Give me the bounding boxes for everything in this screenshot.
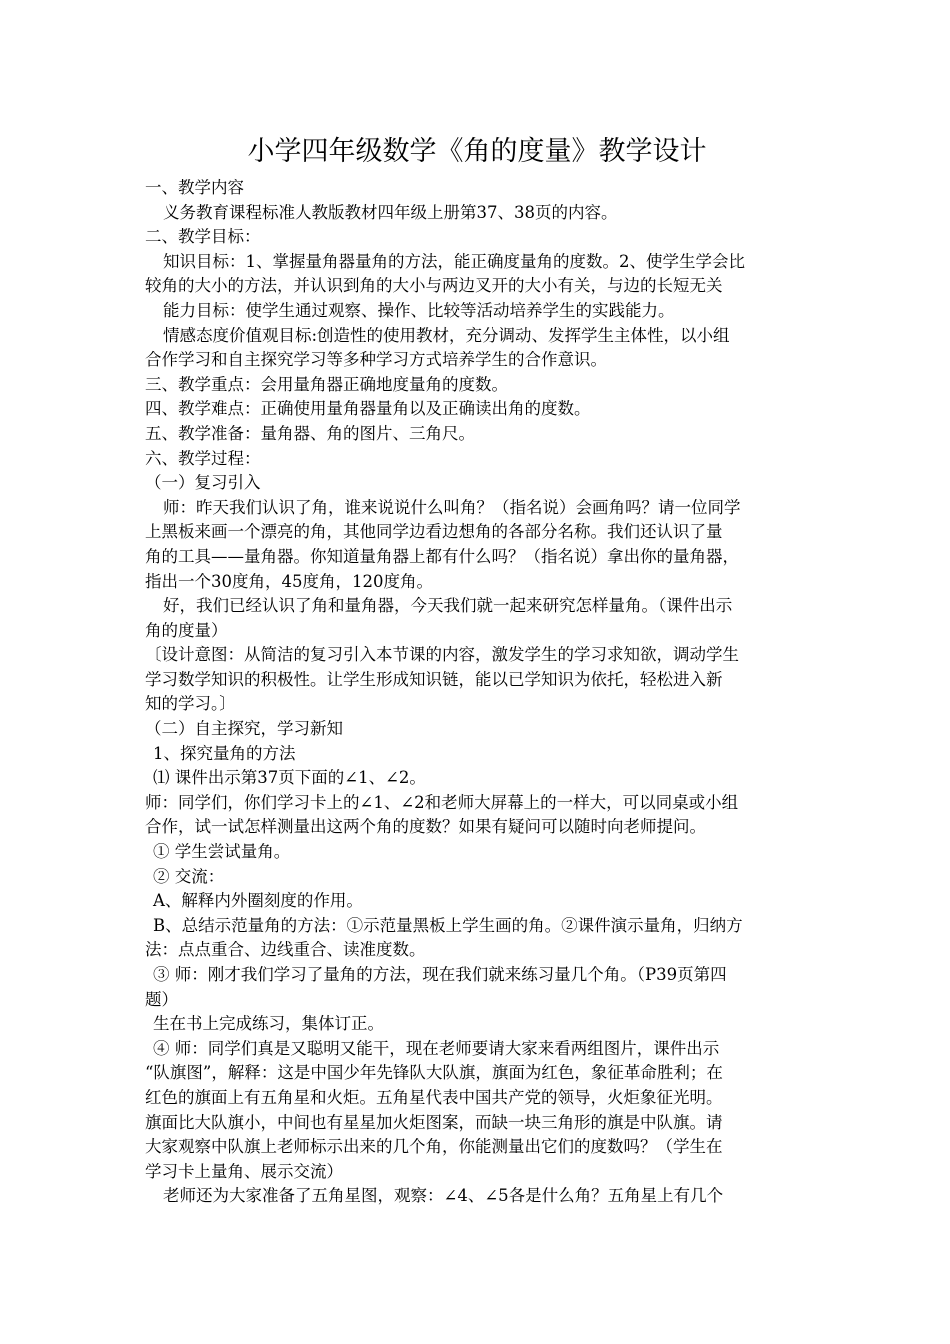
text-line: 〔设计意图：从简洁的复习引入本节课的内容，激发学生的学习求知欲，调动学生 <box>145 645 739 665</box>
text-line: ③ 师：刚才我们学习了量角的方法，现在我们就来练习量几个角。（P39页第四 <box>153 965 727 984</box>
text-line: A、解释内外圈刻度的作用。 <box>153 891 363 911</box>
text-line: 能力目标：使学生通过观察、操作、比较等活动培养学生的实践能力。 <box>163 300 675 320</box>
text-line: 1、探究量角的方法 <box>153 743 296 763</box>
text-line: 学习数学知识的积极性。让学生形成知识链，能以已学知识为依托，轻松进入新 <box>145 669 723 689</box>
text-line: 合作学习和自主探究学习等多种学习方式培养学生的合作意识。 <box>145 350 607 370</box>
text-line: 旗面比大队旗小，中间也有星星加火炬图案，而缺一块三角形的旗是中队旗。请 <box>145 1112 723 1132</box>
text-line: 上黑板来画一个漂亮的角，其他同学边看边想角的各部分名称。我们还认识了量 <box>145 522 723 542</box>
text-line: 情感态度价值观目标:创造性的使用教材，充分调动、发挥学生主体性，以小组 <box>163 325 730 345</box>
text-line: 三、教学重点：会用量角器正确地度量角的度数。 <box>145 374 508 394</box>
text-line: 好，我们已经认识了角和量角器，今天我们就一起来研究怎样量角。（课件出示 <box>163 596 733 616</box>
document-body <box>145 176 809 1209</box>
text-line: 红色的旗面上有五角星和火炬。五角星代表中国共产党的领导，火炬象征光明。 <box>145 1087 723 1107</box>
text-line: 师：昨天我们认识了角，谁来说说什么叫角？（指名说）会画角吗？请一位同学 <box>163 497 741 517</box>
text-line: 知的学习。〕 <box>145 694 236 714</box>
text-line: B、总结示范量角的方法：①示范量黑板上学生画的角。②课件演示量角，归纳方 <box>153 915 743 935</box>
text-line: 五、教学准备：量角器、角的图片、三角尺。 <box>145 423 475 443</box>
text-line: 六、教学过程： <box>145 448 261 468</box>
text-line: 义务教育课程标准人教版教材四年级上册第37、38页的内容。 <box>163 202 618 222</box>
document-page <box>145 132 809 1209</box>
text-line: 较角的大小的方法，并认识到角的大小与两边叉开的大小有关，与边的长短无关 <box>145 276 723 296</box>
text-line: 师：同学们，你们学习卡上的∠1、∠2和老师大屏幕上的一样大，可以同桌或小组 <box>145 792 739 812</box>
document-title: 小学四年级数学《角的度量》教学设计 <box>247 136 707 167</box>
text-line: ⑴ 课件出示第37页下面的∠1、∠2。 <box>153 768 426 788</box>
text-line: 大家观察中队旗上老师标示出来的几个角，你能测量出它们的度数吗？（学生在 <box>145 1137 723 1157</box>
text-line: 知识目标：1、掌握量角器量角的方法，能正确度量角的度数。2、使学生学会比 <box>163 251 745 271</box>
text-line: 法：点点重合、边线重合、读准度数。 <box>145 940 426 960</box>
text-line: 四、教学难点：正确使用量角器量角以及正确读出角的度数。 <box>145 399 591 419</box>
text-line: 一、教学内容 <box>145 178 244 197</box>
text-line: 角的度量） <box>145 620 228 640</box>
text-line: 题） <box>145 989 178 1009</box>
text-line: （二）自主探究，学习新知 <box>145 719 343 739</box>
text-line: 二、教学目标： <box>145 227 261 247</box>
text-line: 角的工具——量角器。你知道量角器上都有什么吗？（指名说）拿出你的量角器， <box>145 546 739 566</box>
text-line: 生在书上完成练习，集体订正。 <box>153 1014 384 1034</box>
text-line: “队旗图”，解释：这是中国少年先锋队大队旗，旗面为红色，象征革命胜利；在 <box>145 1063 723 1083</box>
text-line: ② 交流： <box>153 866 225 886</box>
text-line: 指出一个30度角，45度角，120度角。 <box>145 571 433 591</box>
text-line: （一）复习引入 <box>145 473 261 493</box>
text-line: 合作，试一试怎样测量出这两个角的度数？如果有疑问可以随时向老师提问。 <box>145 817 706 837</box>
text-line: 老师还为大家准备了五角星图，观察：∠4、∠5各是什么角？五角星上有几个 <box>163 1186 724 1206</box>
text-line: ① 学生尝试量角。 <box>153 842 291 862</box>
text-line: ④ 师：同学们真是又聪明又能干，现在老师要请大家来看两组图片，课件出示 <box>153 1038 720 1058</box>
text-line: 学习卡上量角、展示交流） <box>145 1161 343 1181</box>
